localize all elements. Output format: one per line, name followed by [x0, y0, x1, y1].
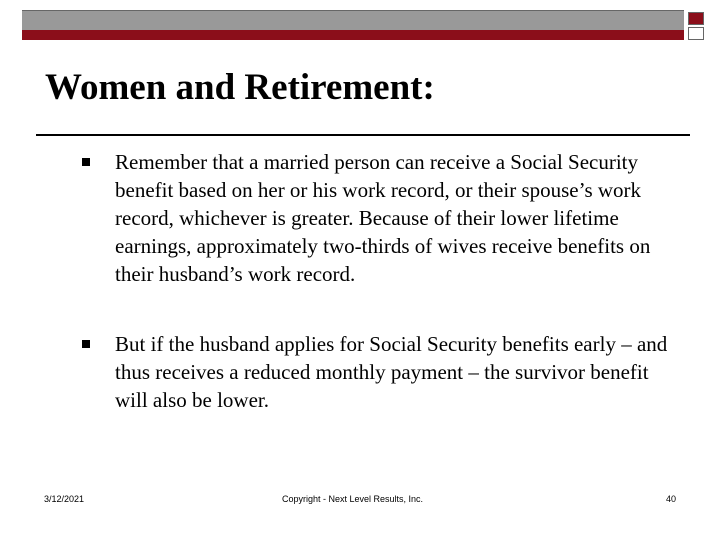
footer-page-number: 40 [666, 494, 677, 504]
bullet-item [82, 148, 682, 288]
title-divider [36, 134, 690, 136]
footer-date: 3/12/2021 [44, 494, 85, 504]
corner-square-filled [688, 12, 704, 25]
slide-title: Women and Retirement: [45, 67, 435, 108]
bullet-text: Remember that a married person can receive a Social Security benefit based on her or his work record, or their spouse’s work record, whichever is greater. Because of their lower lifetime earnings, approximately two-thirds of wives receive benefits on their husband’s work record. [115, 150, 651, 286]
square-bullet-icon [82, 158, 90, 166]
bullet-text: But if the husband applies for Social Security benefits early – and thus receives a reduced monthly payment – the survivor benefit will also be lower. [115, 332, 668, 412]
footer-copyright: Copyright - Next Level Results, Inc. [282, 494, 424, 504]
bullet-item [82, 330, 682, 414]
corner-square-outline [688, 27, 704, 40]
square-bullet-icon [82, 340, 90, 348]
top-accent-stripe [22, 30, 684, 40]
bullet-list [82, 148, 682, 414]
top-decorative-bar [22, 10, 684, 31]
